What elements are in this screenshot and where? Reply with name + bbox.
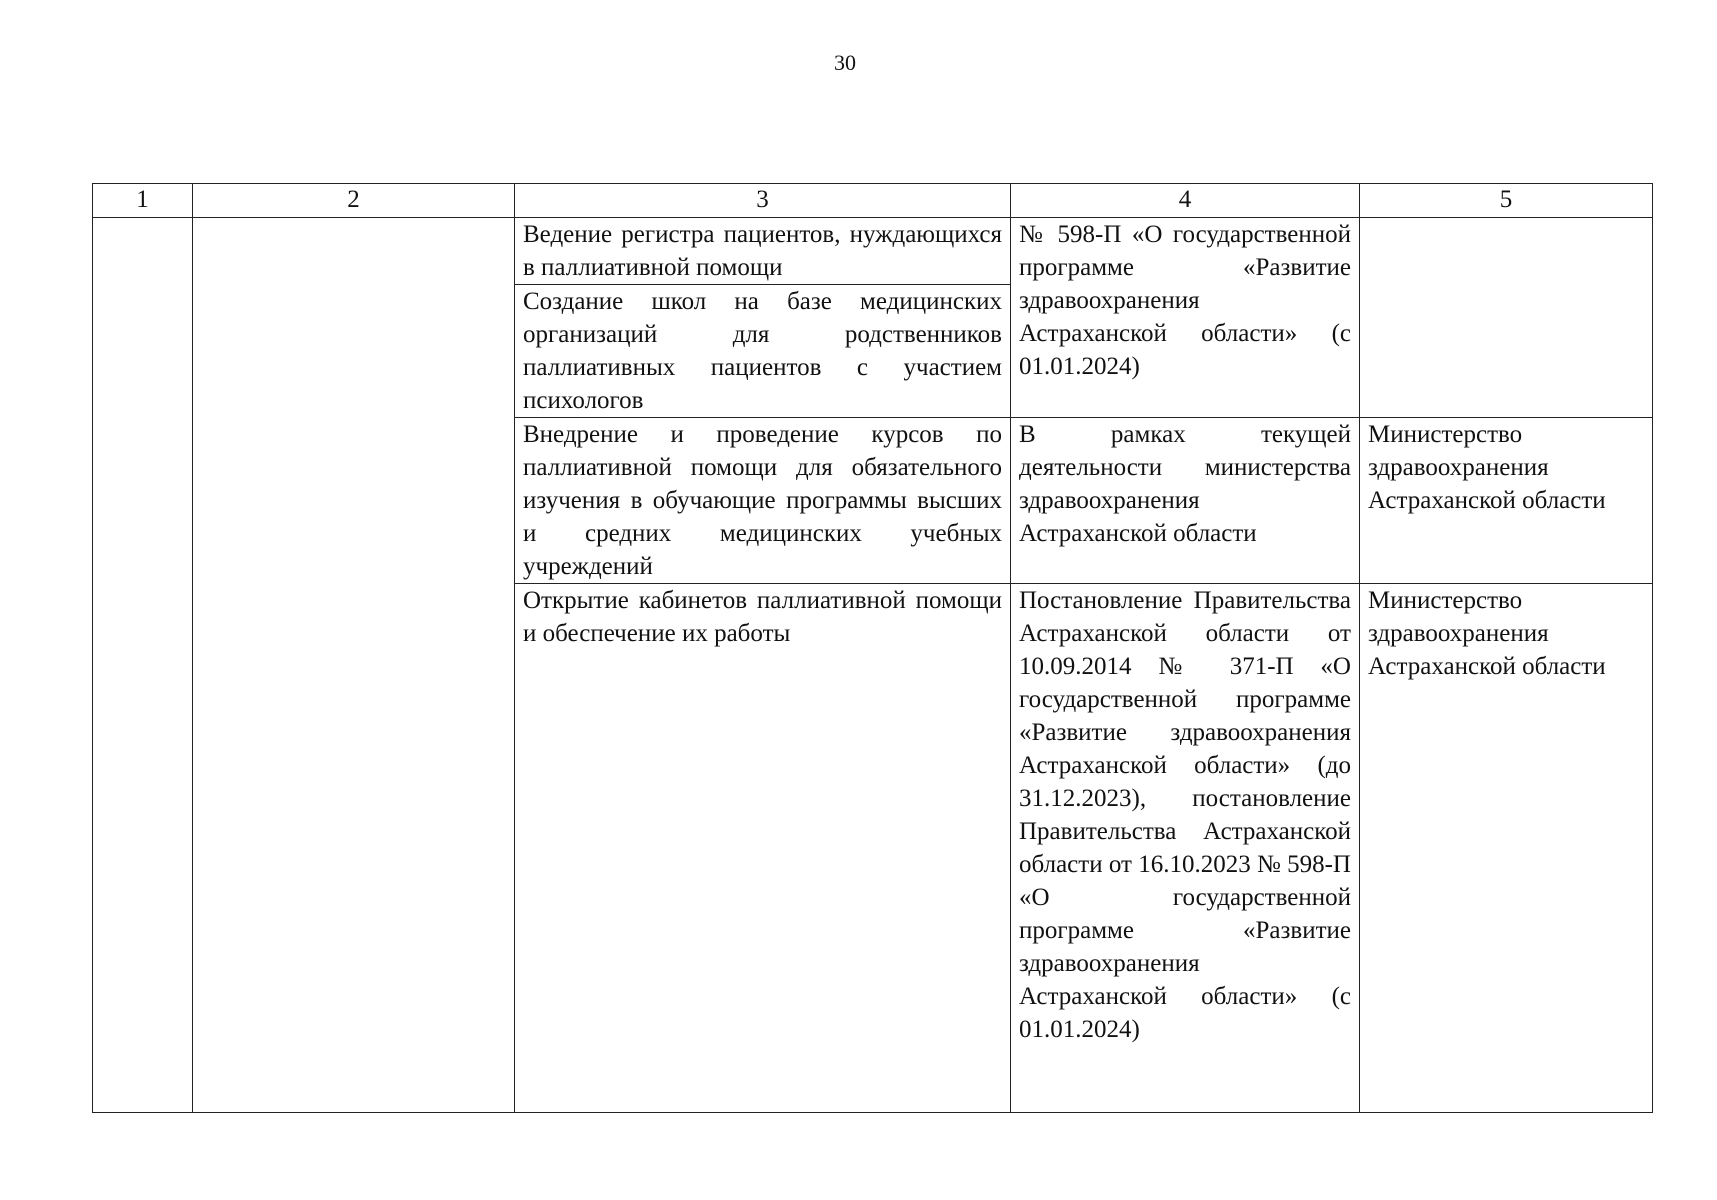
- cell-col-1-empty: [93, 218, 193, 1113]
- measure-cell: Внедрение и проведение курсов по паллиативной помощи для обязательного изучения в обучающие программы высших и средних медицинских учебных учреждений: [515, 418, 1011, 584]
- responsible-cell: Министерство здравоохранения Астраханской области: [1360, 584, 1653, 1113]
- responsible-cell-empty: [1360, 218, 1653, 418]
- measures-table: [92, 183, 1653, 1113]
- header-col-1: 1: [93, 184, 193, 218]
- legal-basis-cell: Постановление Правительства Астраханской области от 10.09.2014 № 371-П «О государственной программе «Развитие здравоохранения Астраханской области» (до 31.12.2023), постановление Правительства Астраханской области от 16.10.2023 № 598-П «О государственной программе «Развитие здравоохранения Астраханской области» (с 01.01.2024): [1011, 584, 1360, 1113]
- measure-cell: Ведение регистра пациентов, нуждающихся в паллиативной помощи: [515, 218, 1011, 285]
- table-row: [93, 218, 1653, 285]
- header-col-5: 5: [1360, 184, 1653, 218]
- measure-cell: Создание школ на базе медицинских организаций для родственников паллиативных пациентов с участием психологов: [515, 285, 1011, 418]
- cell-col-2-empty: [193, 218, 515, 1113]
- measure-cell: Открытие кабинетов паллиативной помощи и обеспечение их работы: [515, 584, 1011, 1113]
- header-col-2: 2: [193, 184, 515, 218]
- legal-basis-cell: В рамках текущей деятельности министерства здравоохранения Астраханской области: [1011, 418, 1360, 584]
- legal-basis-cell: № 598-П «О государственной программе «Развитие здравоохранения Астраханской области» (с 01.01.2024): [1011, 218, 1360, 418]
- header-col-3: 3: [515, 184, 1011, 218]
- table-header-row: [93, 184, 1653, 218]
- responsible-cell: Министерство здравоохранения Астраханской области: [1360, 418, 1653, 584]
- page-number: 30: [834, 50, 856, 75]
- header-col-4: 4: [1011, 184, 1360, 218]
